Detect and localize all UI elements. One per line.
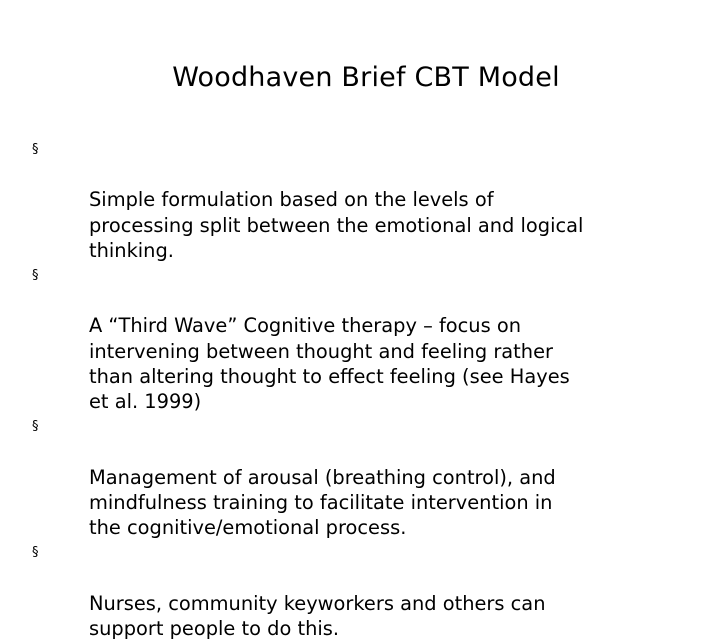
bullet-item (32, 414, 692, 540)
bullet-text: Nurses, community keyworkers and others can support people to do this. (89, 591, 546, 640)
slide-title: Woodhaven Brief CBT Model (172, 62, 560, 93)
bullet-marker-icon: § (32, 419, 39, 435)
bullet-marker-icon: § (32, 545, 39, 561)
bullet-item (32, 540, 692, 641)
bullet-item (32, 137, 692, 263)
bullet-marker-icon: § (32, 142, 39, 157)
bullet-marker-icon: § (32, 268, 39, 284)
bullet-item (32, 263, 692, 414)
bullet-text: Simple formulation based on the levels of processing split between the emotional and logical thinking. (89, 188, 584, 262)
bullet-text: A “Third Wave” Cognitive therapy – focus on intervening between thought and feeling rather than altering thought to effect feeling (see Hayes et al. 1999) (89, 314, 570, 414)
bullet-list (32, 137, 692, 641)
bullet-text: Management of arousal (breathing control), and mindfulness training to facilitate intervention in the cognitive/emotional process. (89, 465, 556, 540)
